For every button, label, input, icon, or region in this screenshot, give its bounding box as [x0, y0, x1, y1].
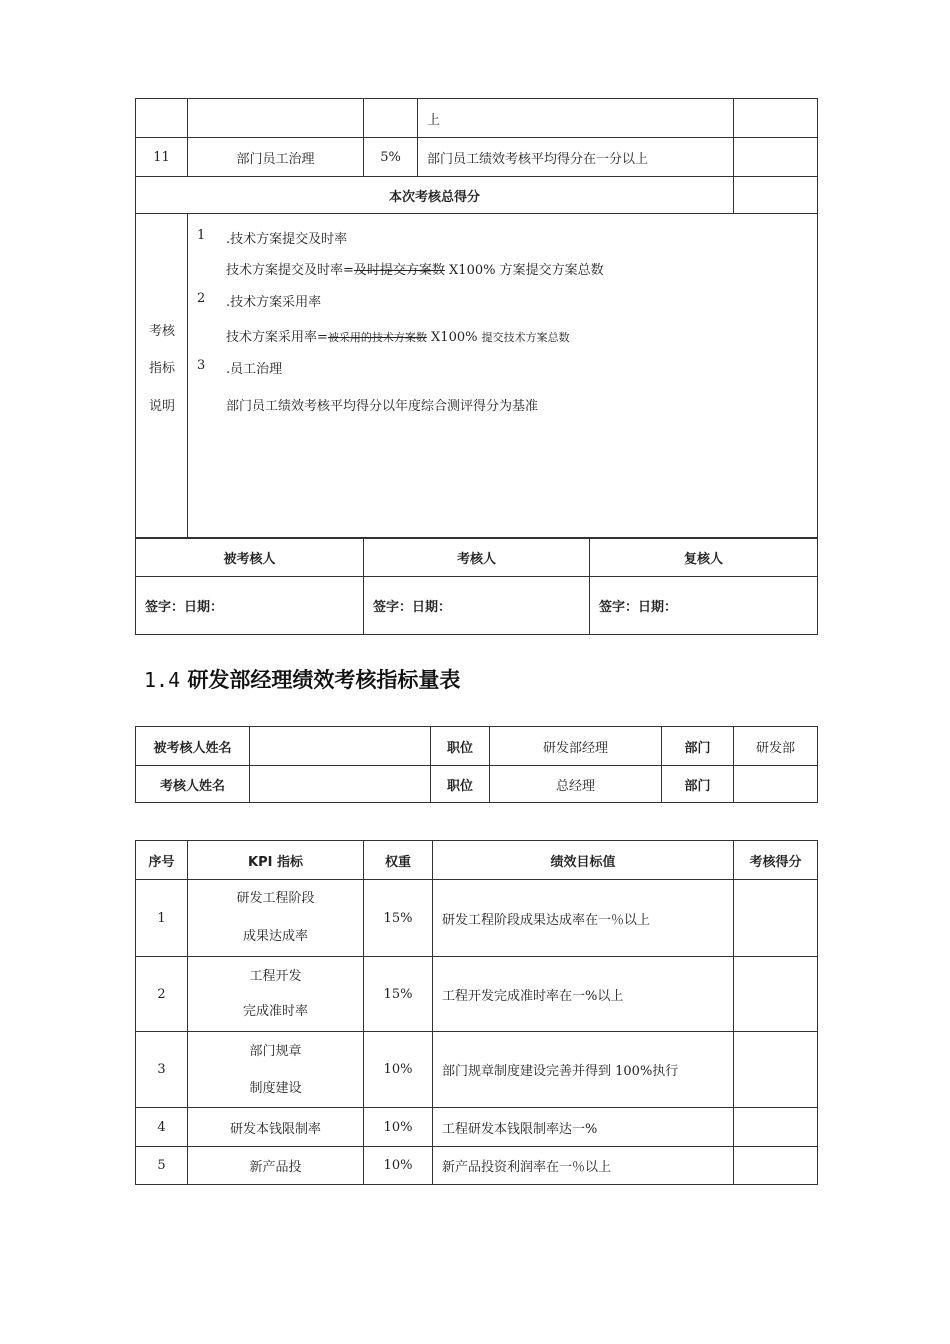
kpi-line: 完成准时率: [242, 1004, 308, 1019]
header-target: 绩效目标值: [433, 841, 734, 880]
table-row: [136, 880, 818, 957]
department-value[interactable]: [734, 766, 818, 803]
kpi-line: 制度建设: [249, 1080, 302, 1096]
department-label: 部门: [662, 766, 734, 803]
item-1-title: .技术方案提交及时率: [226, 232, 348, 247]
signature-table: [135, 538, 818, 635]
cell-kpi: [188, 99, 364, 138]
cell-target: 部门员工绩效考核平均得分在一分以上: [418, 138, 734, 177]
description-content: [188, 214, 818, 538]
position-label: 职位: [431, 727, 490, 766]
kpi-line: 部门规章: [249, 1043, 302, 1059]
item-1-num: 1: [197, 228, 206, 243]
header-assessee: 被考核人: [136, 539, 364, 577]
cell-kpi: 研发本钱限制率: [188, 1108, 364, 1147]
cell-num: 5: [136, 1147, 188, 1185]
position-value: 总经理: [490, 766, 662, 803]
cell-num: 1: [136, 880, 188, 957]
sign-field-assessee[interactable]: 签字：日期：: [136, 577, 364, 635]
assessment-table-continued: [135, 98, 818, 538]
cell-target: 工程开发完成准时率在一%以上: [433, 957, 734, 1032]
assessee-name-field[interactable]: [250, 727, 431, 766]
kpi-table: [135, 840, 818, 1185]
cell-num: [136, 99, 188, 138]
position-value: 研发部经理: [490, 727, 662, 766]
assessor-name-field[interactable]: [250, 766, 431, 803]
header-weight: 权重: [364, 841, 433, 880]
kpi-line: 成果达成率: [242, 929, 308, 944]
table-row: [136, 99, 818, 138]
info-row-assessee: [136, 727, 818, 766]
item-3-title: .员工治理: [226, 362, 283, 377]
sign-field-assessor[interactable]: 签字：日期：: [364, 577, 590, 635]
total-score-label: 本次考核总得分: [136, 177, 734, 214]
table-row: [136, 1147, 818, 1185]
cell-score[interactable]: [734, 957, 818, 1032]
section-title: 研发部经理绩效考核指标量表: [187, 668, 461, 692]
header-kpi: KPI 指标: [188, 841, 364, 880]
item-2-title: .技术方案采用率: [226, 295, 322, 310]
kpi-line: 研发工程阶段: [236, 891, 315, 906]
cell-weight: 10%: [364, 1147, 433, 1185]
table-row: [136, 138, 818, 177]
cell-target: 研发工程阶段成果达成率在一％以上: [433, 880, 734, 957]
cell-num: 2: [136, 957, 188, 1032]
assessor-name-label: 考核人姓名: [136, 766, 250, 803]
formula-prefix: 技术方案采用率=: [226, 330, 328, 345]
total-score-row: [136, 177, 818, 214]
header-num: 序号: [136, 841, 188, 880]
cell-num: 3: [136, 1032, 188, 1108]
department-value: 研发部: [734, 727, 818, 766]
info-row-assessor: [136, 766, 818, 803]
cell-score[interactable]: [734, 880, 818, 957]
side-label-2: 指标: [149, 361, 176, 376]
cell-kpi: [188, 957, 364, 1032]
cell-score: [734, 138, 818, 177]
cell-weight: [364, 99, 418, 138]
cell-kpi: 新产品投: [188, 1147, 364, 1185]
cell-kpi: [188, 1032, 364, 1108]
signature-row: [136, 577, 818, 635]
position-label: 职位: [431, 766, 490, 803]
item-2-formula: [226, 326, 570, 345]
side-label-1: 考核: [149, 324, 176, 339]
assessee-name-label: 被考核人姓名: [136, 727, 250, 766]
formula-denominator: 提交技术方案总数: [481, 331, 570, 344]
cell-weight: 15%: [364, 880, 433, 957]
kpi-header-row: [136, 841, 818, 880]
side-label-3: 说明: [149, 399, 176, 414]
item-2-num: 2: [197, 291, 206, 306]
cell-target: 部门规章制度建设完善并得到 100%执行: [433, 1032, 734, 1108]
cell-score[interactable]: [734, 1108, 818, 1147]
cell-kpi: [188, 880, 364, 957]
cell-target: 上: [418, 99, 734, 138]
cell-kpi: 部门员工治理: [188, 138, 364, 177]
formula-rest: X100% 方案提交方案总数: [444, 263, 604, 278]
formula-mid: X100%: [426, 330, 482, 345]
kpi-line: 工程开发: [249, 969, 302, 984]
section-number: 1.4: [144, 668, 181, 692]
description-side-label: [136, 214, 188, 538]
header-reviewer: 复核人: [590, 539, 818, 577]
formula-prefix: 技术方案提交及时率=: [226, 263, 354, 278]
cell-weight: 5%: [364, 138, 418, 177]
cell-target: 新产品投资利润率在一％以上: [433, 1147, 734, 1185]
total-score-value: [734, 177, 818, 214]
cell-weight: 10%: [364, 1108, 433, 1147]
table-row: [136, 1032, 818, 1108]
sign-field-reviewer[interactable]: 签字：日期：: [590, 577, 818, 635]
cell-weight: 10%: [364, 1032, 433, 1108]
info-table: [135, 726, 818, 803]
cell-num: 11: [136, 138, 188, 177]
cell-score: [734, 99, 818, 138]
cell-target: 工程研发本钱限制率达一%: [433, 1108, 734, 1147]
formula-numerator: 被采用的技术方案数: [327, 331, 427, 344]
header-score: 考核得分: [734, 841, 818, 880]
formula-numerator: 及时提交方案数: [353, 263, 445, 278]
item-1-formula: [226, 259, 604, 278]
table-row: [136, 957, 818, 1032]
header-assessor: 考核人: [364, 539, 590, 577]
cell-score[interactable]: [734, 1147, 818, 1185]
section-heading: [144, 664, 460, 694]
item-3-text: 部门员工绩效考核平均得分以年度综合测评得分为基准: [226, 399, 539, 414]
cell-num: 4: [136, 1108, 188, 1147]
department-label: 部门: [662, 727, 734, 766]
item-3-num: 3: [197, 358, 206, 373]
description-row: [136, 214, 818, 538]
cell-score[interactable]: [734, 1032, 818, 1108]
signature-header-row: [136, 539, 818, 577]
cell-weight: 15%: [364, 957, 433, 1032]
table-row: [136, 1108, 818, 1147]
